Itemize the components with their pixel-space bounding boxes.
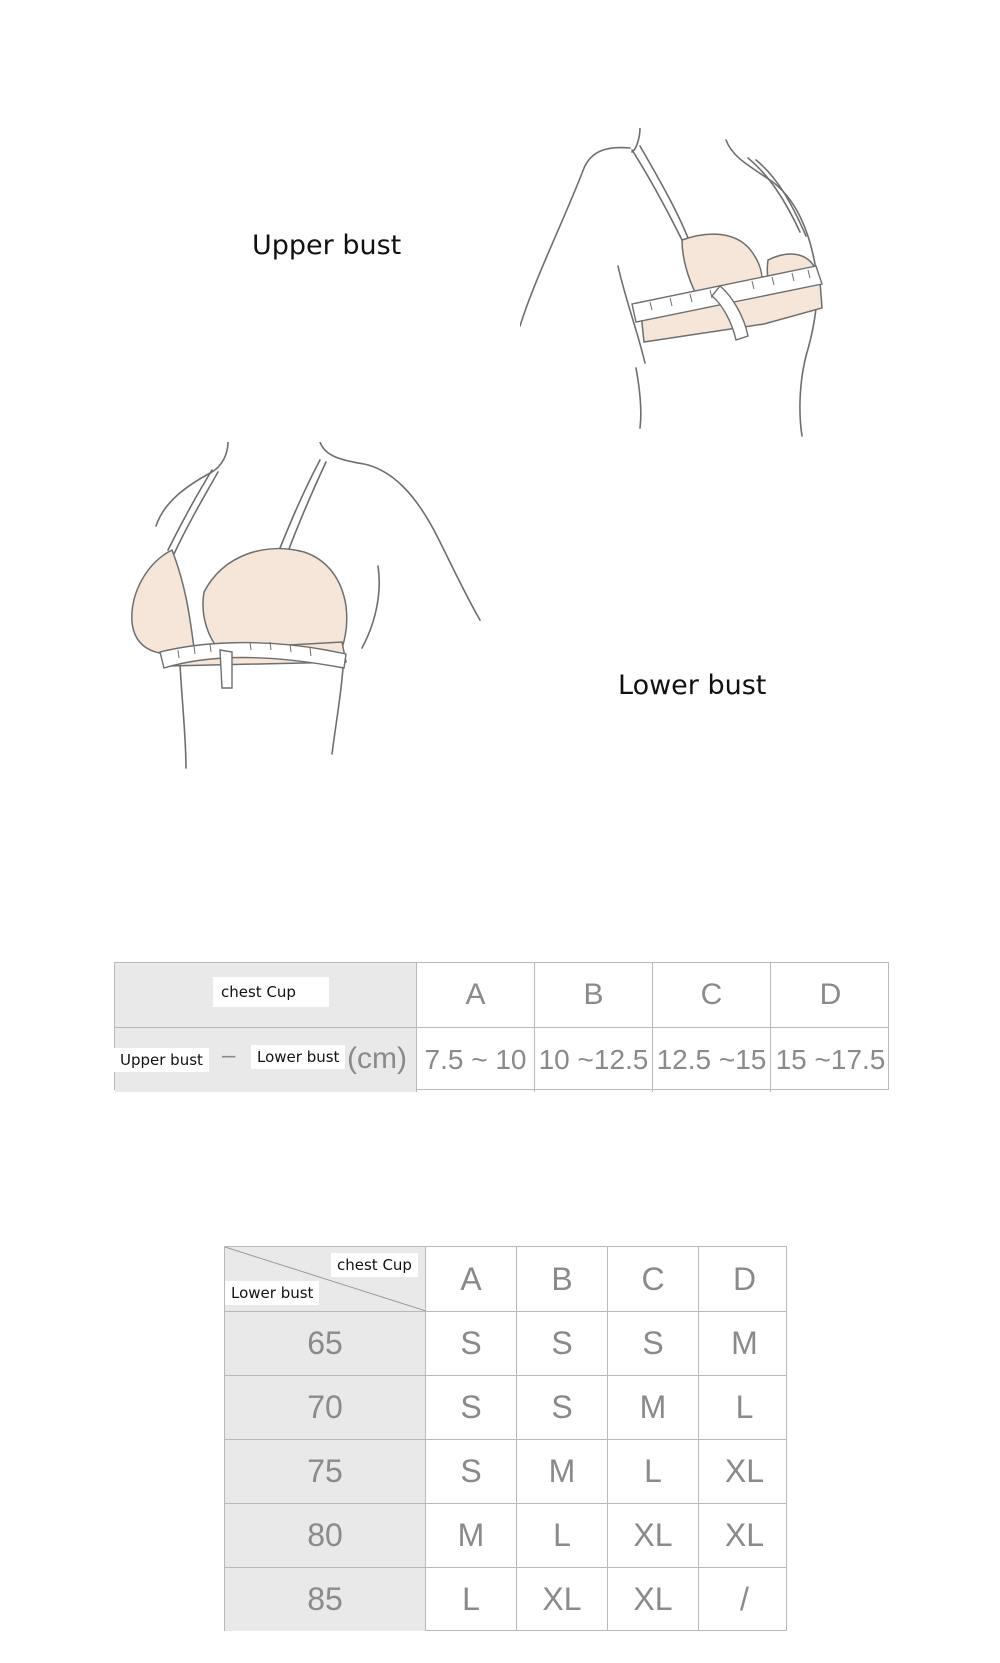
upper-bust-label: Upper bust — [114, 1048, 209, 1072]
size-cell: L — [735, 1389, 754, 1425]
size-cell: L — [517, 1504, 608, 1567]
cup-diff-d: 15 ~17.5 — [775, 1044, 886, 1075]
size-cell: / — [740, 1581, 749, 1617]
cup-diff-label-cell — [115, 1028, 417, 1092]
size-row — [225, 1567, 786, 1631]
cup-table — [114, 962, 889, 1090]
upper-bust-illustration — [520, 128, 892, 468]
size-cell: S — [426, 1312, 517, 1375]
size-header-d: D — [732, 1260, 757, 1297]
band-size: 80 — [225, 1504, 426, 1567]
chest-cup-label: chest Cup — [213, 977, 329, 1007]
band-size: 65 — [225, 1312, 426, 1375]
size-header-a: A — [426, 1247, 517, 1311]
size-header-c: C — [608, 1247, 699, 1311]
lower-bust-caption: Lower bust — [618, 670, 767, 701]
size-cell: S — [608, 1312, 699, 1375]
size-cell: XL — [724, 1517, 765, 1553]
size-cell: S — [517, 1376, 608, 1439]
size-row — [225, 1375, 786, 1439]
size-cell: XL — [608, 1504, 699, 1567]
cup-diff-c: 12.5 ~15 — [653, 1028, 771, 1092]
cup-header-b: B — [535, 963, 653, 1027]
cup-header-a: A — [417, 963, 535, 1027]
cup-header-d: D — [819, 978, 842, 1011]
cup-table-corner — [115, 963, 417, 1027]
band-size: 70 — [225, 1376, 426, 1439]
size-cell: L — [426, 1568, 517, 1631]
upper-bust-caption: Upper bust — [252, 230, 402, 261]
size-row — [225, 1439, 786, 1503]
lower-bust-illustration — [120, 442, 500, 802]
size-cell: XL — [724, 1453, 765, 1489]
lower-bust-label: Lower bust — [251, 1045, 345, 1069]
size-cell: S — [426, 1440, 517, 1503]
band-size: 75 — [225, 1440, 426, 1503]
size-cell: S — [426, 1376, 517, 1439]
size-cell: M — [731, 1325, 758, 1361]
size-cell: S — [517, 1312, 608, 1375]
cup-diff-b: 10 ~12.5 — [535, 1028, 653, 1092]
unit-label: (cm) — [347, 1042, 407, 1075]
chest-cup-label: chest Cup — [331, 1253, 418, 1277]
cup-table-header-row — [115, 963, 888, 1027]
size-row — [225, 1503, 786, 1567]
size-cell: XL — [608, 1568, 699, 1631]
size-table-corner — [225, 1247, 426, 1311]
size-table-header-row — [225, 1247, 786, 1311]
minus-sign: – — [222, 1042, 236, 1069]
size-header-b: B — [517, 1247, 608, 1311]
size-table — [224, 1246, 787, 1631]
size-cell: M — [608, 1376, 699, 1439]
lower-bust-label: Lower bust — [225, 1281, 319, 1305]
size-cell: M — [426, 1504, 517, 1567]
size-cell: XL — [517, 1568, 608, 1631]
cup-diff-a: 7.5 ~ 10 — [417, 1028, 535, 1092]
cup-diff-row — [115, 1027, 888, 1092]
size-row — [225, 1311, 786, 1375]
size-cell: L — [608, 1440, 699, 1503]
cup-header-c: C — [653, 963, 771, 1027]
band-size: 85 — [225, 1568, 426, 1631]
size-cell: M — [517, 1440, 608, 1503]
